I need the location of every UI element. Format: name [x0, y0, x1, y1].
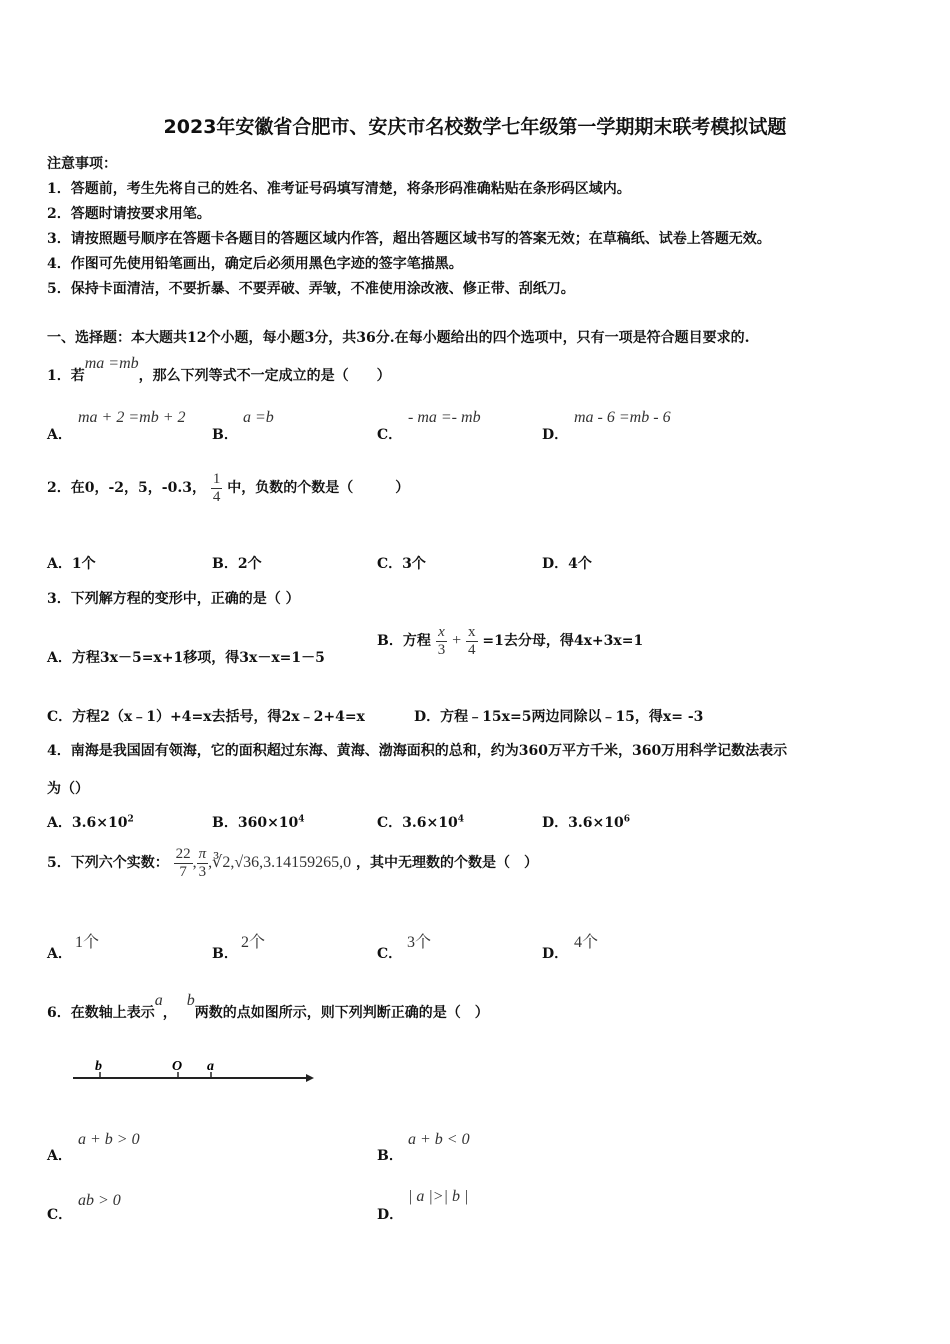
question-5-stem: 5．下列六个实数： $\frac{22}{7}$ , $\frac{\pi}{3}$ ,∛2,√36,3.14159265,0 ，其中无理数的个数是（ ） [47, 846, 538, 880]
question-4-stem-line2: 为（） [47, 781, 89, 797]
q1-condition: ma =mb [84, 355, 139, 372]
notes-heading: 注意事项： [47, 156, 117, 172]
q4-option-a: A．$3.6\times 10^2$ [47, 814, 134, 831]
q5-option-d-label: D． [542, 946, 569, 962]
q1-option-a-label: A． [47, 427, 72, 443]
question-3-stem: 3．下列解方程的变形中，正确的是（ ） [47, 591, 300, 607]
q3-option-b: B．方程 $\frac{x}{3}$ + $\frac{x}{4}$ =1去分母，得4x+3x=1 [377, 624, 644, 658]
q1-option-b-label: B． [212, 427, 238, 443]
q5-option-b: 2个 [241, 934, 266, 951]
q6-option-a-label: A． [47, 1148, 72, 1164]
origin-label: O [172, 1059, 183, 1074]
q2-option-a: A．1个 [47, 556, 96, 572]
point-b-label: b [95, 1059, 102, 1074]
q6-option-d-label: D． [377, 1207, 404, 1223]
q5-numbers: ∛2,√36,3.14159265,0 [212, 854, 352, 871]
q6-option-c-label: C． [47, 1207, 73, 1223]
note-item: 1．答题前，考生先将自己的姓名、准考证号码填写清楚，将条形码准确粘贴在条形码区域内。 [47, 181, 631, 197]
arrow-icon [306, 1074, 314, 1082]
q3-option-a: A．方程3x－5=x+1移项，得3x－x=1－5 [47, 650, 325, 666]
q1-option-d-label: D． [542, 427, 569, 443]
q5-option-a-label: A． [47, 946, 72, 962]
q5-option-c: 3个 [407, 934, 432, 951]
q5-option-b-label: B． [212, 946, 238, 962]
q2-fraction: $\frac{1}{4}$ [212, 471, 221, 505]
q6-option-b-label: B． [377, 1148, 403, 1164]
q5-fraction-2: $\frac{\pi}{3}$ [198, 846, 207, 880]
question-4-stem-line1: 4．南海是我国固有领海，它的面积超过东海、黄海、渤海面积的总和，约为360万平方千米，360万用科学记数法表示 [47, 743, 788, 759]
question-2-stem: 2．在0，-2，5，-0.3， $\frac{1}{4}$ 中，负数的个数是（ ） [47, 471, 410, 505]
note-item: 4．作图可先使用铅笔画出，确定后必须用黑色字迹的签字笔描黑。 [47, 256, 463, 272]
q2-option-d: D．4个 [542, 556, 592, 572]
question-1-stem: 1．若ma =mb，那么下列等式不一定成立的是（ ） [47, 355, 391, 384]
q4-option-d: D．$3.6\times 10^6$ [542, 814, 630, 831]
q3-option-c: C．方程2（x﹣1）+4=x去括号，得2x﹣2+4=x [47, 709, 365, 725]
q3-fraction-2: $\frac{x}{4}$ [468, 624, 476, 658]
q3-fraction-1: $\frac{x}{3}$ [437, 624, 446, 658]
q5-fraction-1: $\frac{22}{7}$ [175, 846, 191, 880]
q6-option-c: ab > 0 [78, 1192, 121, 1209]
q2-option-b: B．2个 [212, 556, 262, 572]
q1-option-d: ma - 6 =mb - 6 [574, 409, 671, 426]
note-item: 2．答题时请按要求用笔。 [47, 206, 211, 222]
question-6-stem: 6．在数轴上表示a，b两数的点如图所示，则下列判断正确的是（ ） [47, 992, 489, 1021]
note-item: 3．请按照题号顺序在答题卡各题目的答题区域内作答，超出答题区域书写的答案无效；在草稿纸、试卷上答题无效。 [47, 231, 771, 247]
page-title: 2023年安徽省合肥市、安庆市名校数学七年级第一学期期末联考模拟试题 [163, 116, 787, 138]
q6-option-a: a + b > 0 [78, 1131, 140, 1148]
q5-option-c-label: C． [377, 946, 403, 962]
point-a-label: a [207, 1059, 214, 1074]
number-line-figure [68, 1052, 318, 1087]
q4-option-b: B．$360\times 10^4$ [212, 814, 305, 831]
q1-option-c-label: C． [377, 427, 403, 443]
q2-option-c: C．3个 [377, 556, 426, 572]
q6-option-b: a + b < 0 [408, 1131, 470, 1148]
q3-option-d: D．方程﹣15x=5两边同除以﹣15，得x= -3 [414, 709, 704, 725]
q1-option-b: a =b [243, 409, 274, 426]
q1-option-a: ma + 2 =mb + 2 [78, 409, 186, 426]
q4-option-c: C．$3.6\times 10^4$ [377, 814, 464, 831]
q6-option-d: | a |>| b | [408, 1188, 469, 1205]
q1-option-c: - ma =- mb [408, 409, 481, 426]
note-item: 5．保持卡面清洁，不要折暴、不要弄破、弄皱，不准使用涂改液、修正带、刮纸刀。 [47, 281, 575, 297]
q5-option-a: 1个 [75, 934, 100, 951]
section-heading: 一、选择题：本大题共12个小题，每小题3分，共36分.在每小题给出的四个选项中，只有一项是符合题目要求的. [47, 330, 750, 346]
q5-option-d: 4个 [574, 934, 599, 951]
